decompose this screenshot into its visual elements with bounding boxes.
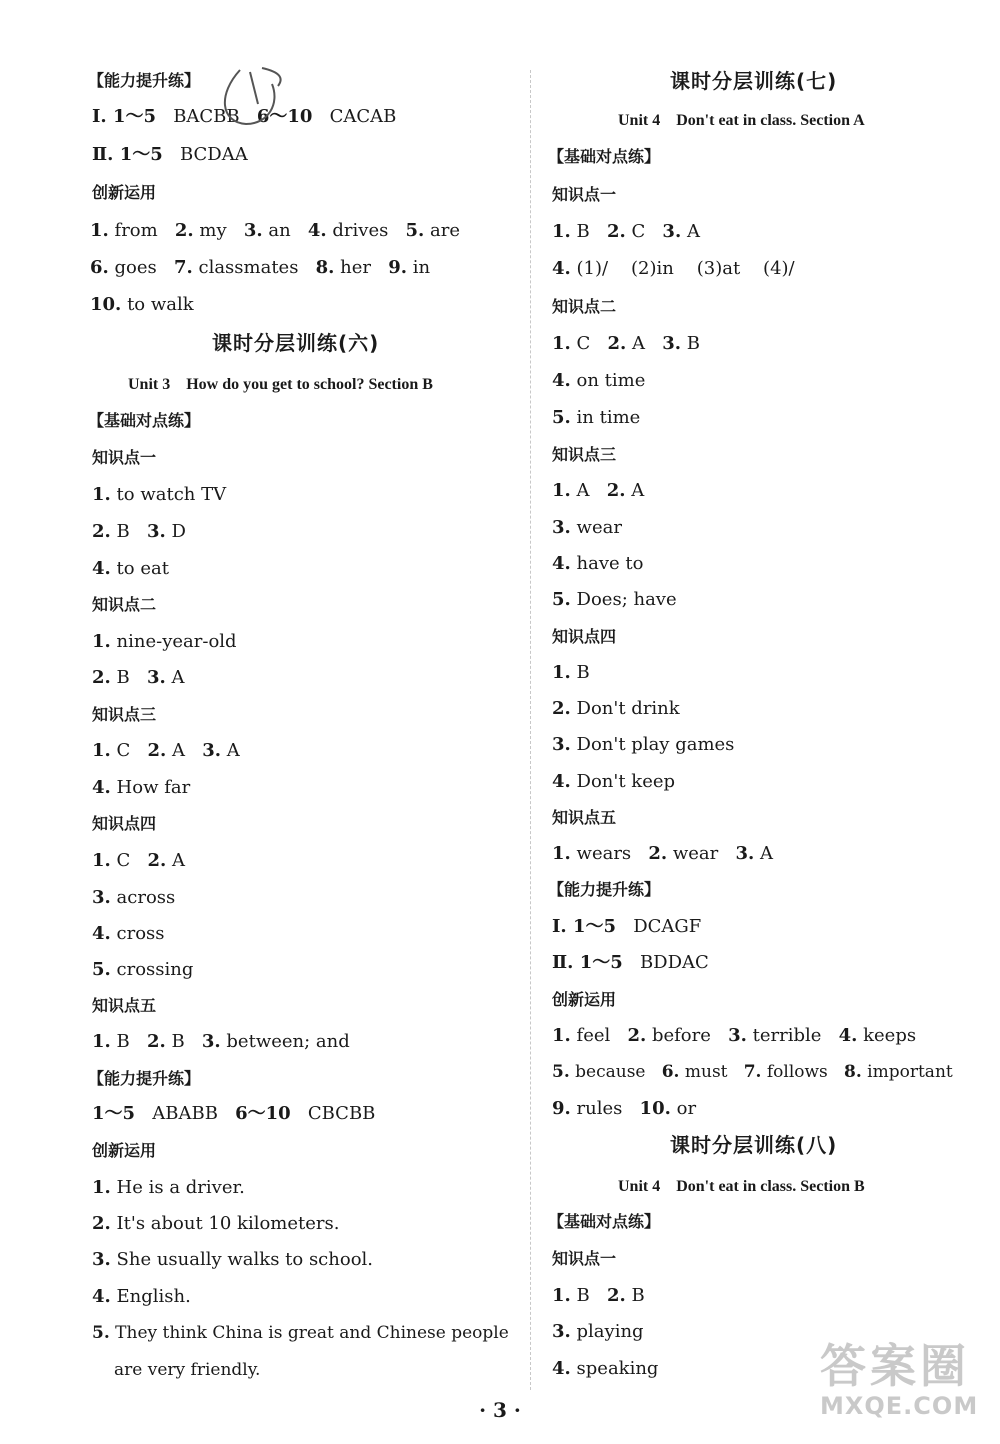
knowledge-point-heading: 知识点四	[92, 814, 157, 833]
answer-line: 3. Don't play games	[552, 734, 735, 755]
answer-line: 4. speaking	[552, 1358, 659, 1379]
knowledge-point-heading: 知识点一	[552, 185, 617, 204]
section-heading-basic: 【基础对点练】	[548, 1212, 661, 1231]
knowledge-point-heading: 知识点二	[92, 595, 157, 614]
answer-line: 1. wears 2. wear 3. A	[552, 843, 773, 864]
answer-line: 1. to watch TV	[92, 484, 227, 505]
answer-line: 1. C 2. A	[92, 850, 186, 871]
answer-line: 3. She usually walks to school.	[92, 1249, 374, 1270]
handwritten-scribble	[210, 64, 292, 130]
answer-line: 3. playing	[552, 1321, 644, 1342]
lesson-title: 课时分层训练(六)	[212, 331, 380, 355]
answer-line: 1. B	[552, 662, 590, 683]
unit-subtitle: Unit 4 Don't eat in class. Section A	[618, 112, 865, 129]
unit-subtitle: Unit 4 Don't eat in class. Section B	[618, 1178, 865, 1195]
knowledge-point-heading: 知识点三	[552, 445, 617, 464]
answer-line: 4. to eat	[92, 558, 169, 579]
answer-line: 9. rules 10. or	[552, 1098, 697, 1119]
knowledge-point-heading: 知识点五	[92, 996, 157, 1015]
knowledge-point-heading: 知识点一	[552, 1249, 617, 1268]
knowledge-point-heading: 知识点五	[552, 808, 617, 827]
answer-line: 1. C 2. A 3. A	[92, 740, 240, 761]
answer-line: 1. from 2. my 3. an 4. drives 5. are	[90, 220, 461, 241]
answer-line: 3. across	[92, 887, 176, 908]
answer-line: 4. cross	[92, 923, 165, 944]
answer-line: 1～5 ABABB 6～10 CBCBB	[92, 1103, 376, 1124]
answer-line: 4. English.	[92, 1286, 191, 1307]
answer-line: 5. Does; have	[552, 589, 677, 610]
answer-line: 5. They think China is great and Chinese people	[92, 1323, 509, 1343]
answer-line: 1. B 2. B	[552, 1285, 645, 1306]
section-heading-basic: 【基础对点练】	[548, 147, 661, 166]
section-heading-creative: 创新运用	[92, 183, 157, 202]
answer-line: 1. B 2. C 3. A	[552, 221, 700, 242]
lesson-title: 课时分层训练(八)	[670, 1133, 838, 1157]
page-number: · 3 ·	[479, 1398, 521, 1422]
answer-line: 1. C 2. A 3. B	[552, 333, 700, 354]
unit-subtitle: Unit 3 How do you get to school? Section B	[128, 376, 433, 393]
section-heading-creative: 创新运用	[92, 1141, 157, 1160]
section-heading-creative: 创新运用	[552, 990, 617, 1009]
answer-line-continued: are very friendly.	[114, 1360, 261, 1380]
knowledge-point-heading: 知识点四	[552, 627, 617, 646]
knowledge-point-heading: 知识点二	[552, 297, 617, 316]
answer-line: 1. feel 2. before 3. terrible 4. keeps	[552, 1025, 917, 1046]
answer-line: 2. It's about 10 kilometers.	[92, 1213, 340, 1234]
answer-line: 2. Don't drink	[552, 698, 680, 719]
answer-line: 1. B 2. B 3. between; and	[92, 1031, 350, 1052]
answer-line: 10. to walk	[90, 294, 194, 315]
answer-line: Ⅰ. 1～5 BACBB 6～10 CACAB	[92, 106, 397, 127]
section-heading-ability: 【能力提升练】	[548, 880, 661, 899]
section-heading-basic: 【基础对点练】	[88, 411, 201, 430]
answer-line: 1. A 2. A	[552, 480, 645, 501]
answer-line: 4. Don't keep	[552, 771, 676, 792]
answer-line: 4. on time	[552, 370, 646, 391]
answer-line: 5. in time	[552, 407, 641, 428]
answer-line: 1. He is a driver.	[92, 1177, 245, 1198]
answer-line: 6. goes 7. classmates 8. her 9. in	[90, 257, 431, 278]
answer-line: Ⅱ. 1～5 BCDAA	[92, 144, 248, 165]
knowledge-point-heading: 知识点一	[92, 448, 157, 467]
lesson-title: 课时分层训练(七)	[670, 69, 838, 93]
answer-line: Ⅱ. 1～5 BDDAC	[552, 952, 709, 973]
answer-line: 4. How far	[92, 777, 191, 798]
watermark: 答案圈 MXQE.COM	[820, 1339, 979, 1420]
answer-line: 4. (1)/ (2)in (3)at (4)/	[552, 258, 795, 279]
answer-line: Ⅰ. 1～5 DCAGF	[552, 916, 702, 937]
answer-line: 2. B 3. A	[92, 667, 185, 688]
section-heading-ability: 【能力提升练】	[88, 1069, 201, 1088]
column-divider	[530, 70, 531, 1390]
answer-line: 5. crossing	[92, 959, 194, 980]
section-heading-ability: 【能力提升练】	[88, 71, 201, 90]
answer-line: 3. wear	[552, 517, 622, 538]
answer-line: 1. nine-year-old	[92, 631, 237, 652]
answer-line: 2. B 3. D	[92, 521, 186, 542]
knowledge-point-heading: 知识点三	[92, 705, 157, 724]
answer-line: 5. because 6. must 7. follows 8. important	[552, 1062, 953, 1082]
answer-line: 4. have to	[552, 553, 644, 574]
